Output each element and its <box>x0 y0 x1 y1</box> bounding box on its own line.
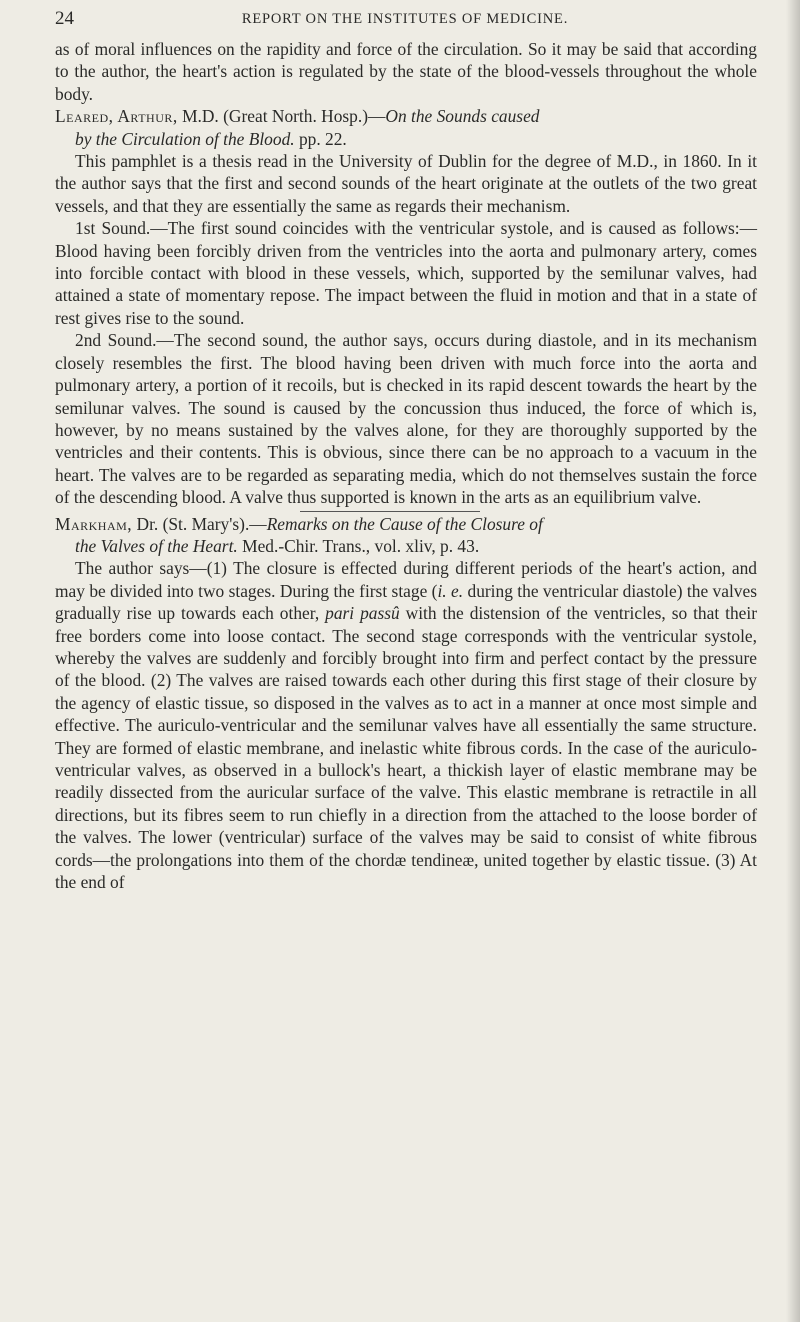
leared-author: Leared, Arthur, <box>55 106 178 127</box>
leared-paragraph-1: This pamphlet is a thesis read in the University of Dublin for the degree of M.D., in 1860. In it the author says that the first and second sounds of the heart originate at the outlets of the two great vessels, and that they are essentially the same as regards their mechanism. <box>55 151 757 216</box>
markham-title-line1: Remarks on the Cause of the Closure of <box>266 513 543 534</box>
leared-title-line2: by the Circulation of the Blood. <box>75 128 295 149</box>
markham-p1-part-c: with the distension of the ventricles, so that their free borders come into loose contact. The second stage corresponds with the ventricular systole, whereby the valves are suddenly and forcibly brought into firm and perfect contact by the pressure of the blood. (2) The valves are raised towards each other during this first stage of their closure by the agency of elastic tissue, so disposed in the valves as to act in a manner at once most simple and effective. The auriculo-ventricular and the semilunar valves have all essentially the same structure. They are formed of elastic membrane, and inelastic white fibrous cords. In the case of the auriculo-ventricular valves, as observed in a bullock's heart, a thickish layer of elastic membrane may be readily dissected from the auricular surface of the valve. This elastic membrane is retractile in all directions, but its fibres seem to run chiefly in a direction from the attached to the loose border of the valves. The lower (ventricular) surface of the valves may be said to consist of white fibrous cords—the prolongations into them of the chordæ tendineæ, united together by elastic tissue. (3) At the end of <box>55 603 757 893</box>
page-header <box>55 6 755 32</box>
markham-title-line2: the Valves of the Heart. <box>75 535 238 556</box>
leared-entry-heading <box>55 105 757 150</box>
intro-paragraph: as of moral influences on the rapidity and force of the circulation. So it may be said that according to the author, the heart's action is regulated by the state of the blood-vessels throughout the whole body. <box>55 39 757 104</box>
markham-credentials: Dr. (St. Mary's).— <box>132 513 267 534</box>
markham-entry-heading <box>55 513 757 558</box>
leared-pages: pp. 22. <box>294 128 347 149</box>
leared-paragraph-first-sound: 1st Sound.—The first sound coincides with the ventricular systole, and is caused as follows:—Blood having been forcibly driven from the ventricles into the aorta and pulmonary artery, comes into forcible contact with blood in these vessels, which, supported by the semilunar valves, had attained a state of momentary repose. The impact between the fluid in motion and that in a state of rest gives rise to the sound. <box>55 218 757 328</box>
markham-source: Med.-Chir. Trans., vol. xliv, p. 43. <box>237 535 480 556</box>
markham-p1-part-a: The author says—(1) The closure is effected during different periods of the heart's action, and may be divided into two stages. During the first stage ( <box>55 558 757 601</box>
body-text <box>55 38 757 893</box>
leared-paragraph-second-sound: 2nd Sound.—The second sound, the author says, occurs during diastole, and in its mechanism closely resembles the first. The blood having been driven with much force into the aorta and pulmonary artery, a portion of it recoils, but is checked in its rapid descent towards the heart by the semilunar valves. The sound is caused by the concussion thus induced, the force of which is, however, by no means sustained by the valves alone, for they are thoroughly supported by the ventricles and their contents. This is obvious, since there can be no approach to a vacuum in the heart. The valves are to be regarded as separating media, which do not themselves sustain the force of the descending blood. A valve thus supported is known in the arts as an equilibrium valve. <box>55 330 757 508</box>
page-edge-shadow <box>786 0 800 1322</box>
page-number: 24 <box>55 8 74 29</box>
leared-title-line1: On the Sounds caused <box>385 106 540 127</box>
section-divider <box>300 511 480 512</box>
running-head: REPORT ON THE INSTITUTES OF MEDICINE. <box>241 11 569 27</box>
markham-p1-part-b: during the ventricular diastole) the valves gradually rise up towards each other, <box>55 580 757 624</box>
markham-p1-pari-passu: pari passû <box>325 603 400 624</box>
markham-paragraph-1 <box>55 557 757 893</box>
leared-credentials: M.D. (Great North. Hosp.)— <box>177 106 386 127</box>
markham-author: Markham, <box>55 513 133 534</box>
markham-p1-ie: i. e. <box>437 580 464 601</box>
